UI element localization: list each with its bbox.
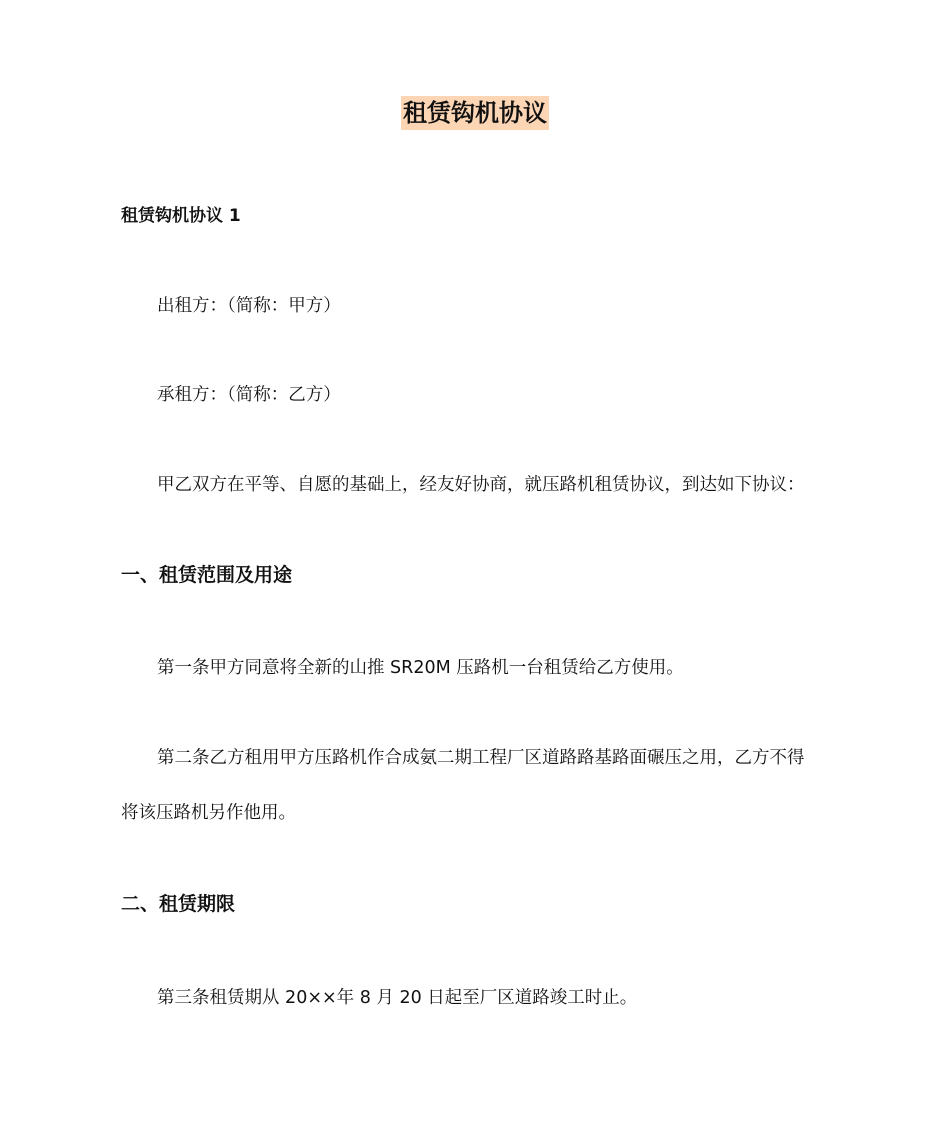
lessor-line: 出租方：（简称：甲方） xyxy=(157,296,341,316)
agreement-subtitle: 租赁钩机协议 1 xyxy=(121,206,241,226)
article-2-line-2: 将该压路机另作他用。 xyxy=(121,803,296,823)
article-3: 第三条租赁期从 20××年 8 月 20 日起至厂区道路竣工时止。 xyxy=(157,988,638,1008)
article-2-line-1: 第二条乙方租用甲方压路机作合成氨二期工程厂区道路路基路面碾压之用，乙方不得 xyxy=(157,748,805,768)
document-title: 租赁钩机协议 xyxy=(401,96,549,130)
article-1: 第一条甲方同意将全新的山推 SR20M 压路机一台租赁给乙方使用。 xyxy=(157,658,684,678)
preamble-paragraph: 甲乙双方在平等、自愿的基础上，经友好协商，就压路机租赁协议，到达如下协议： xyxy=(157,475,805,495)
section-heading-term: 二、租赁期限 xyxy=(121,893,236,915)
lessee-line: 承租方：（简称：乙方） xyxy=(157,385,341,405)
title-container xyxy=(0,96,950,130)
section-heading-scope: 一、租赁范围及用途 xyxy=(121,564,293,586)
